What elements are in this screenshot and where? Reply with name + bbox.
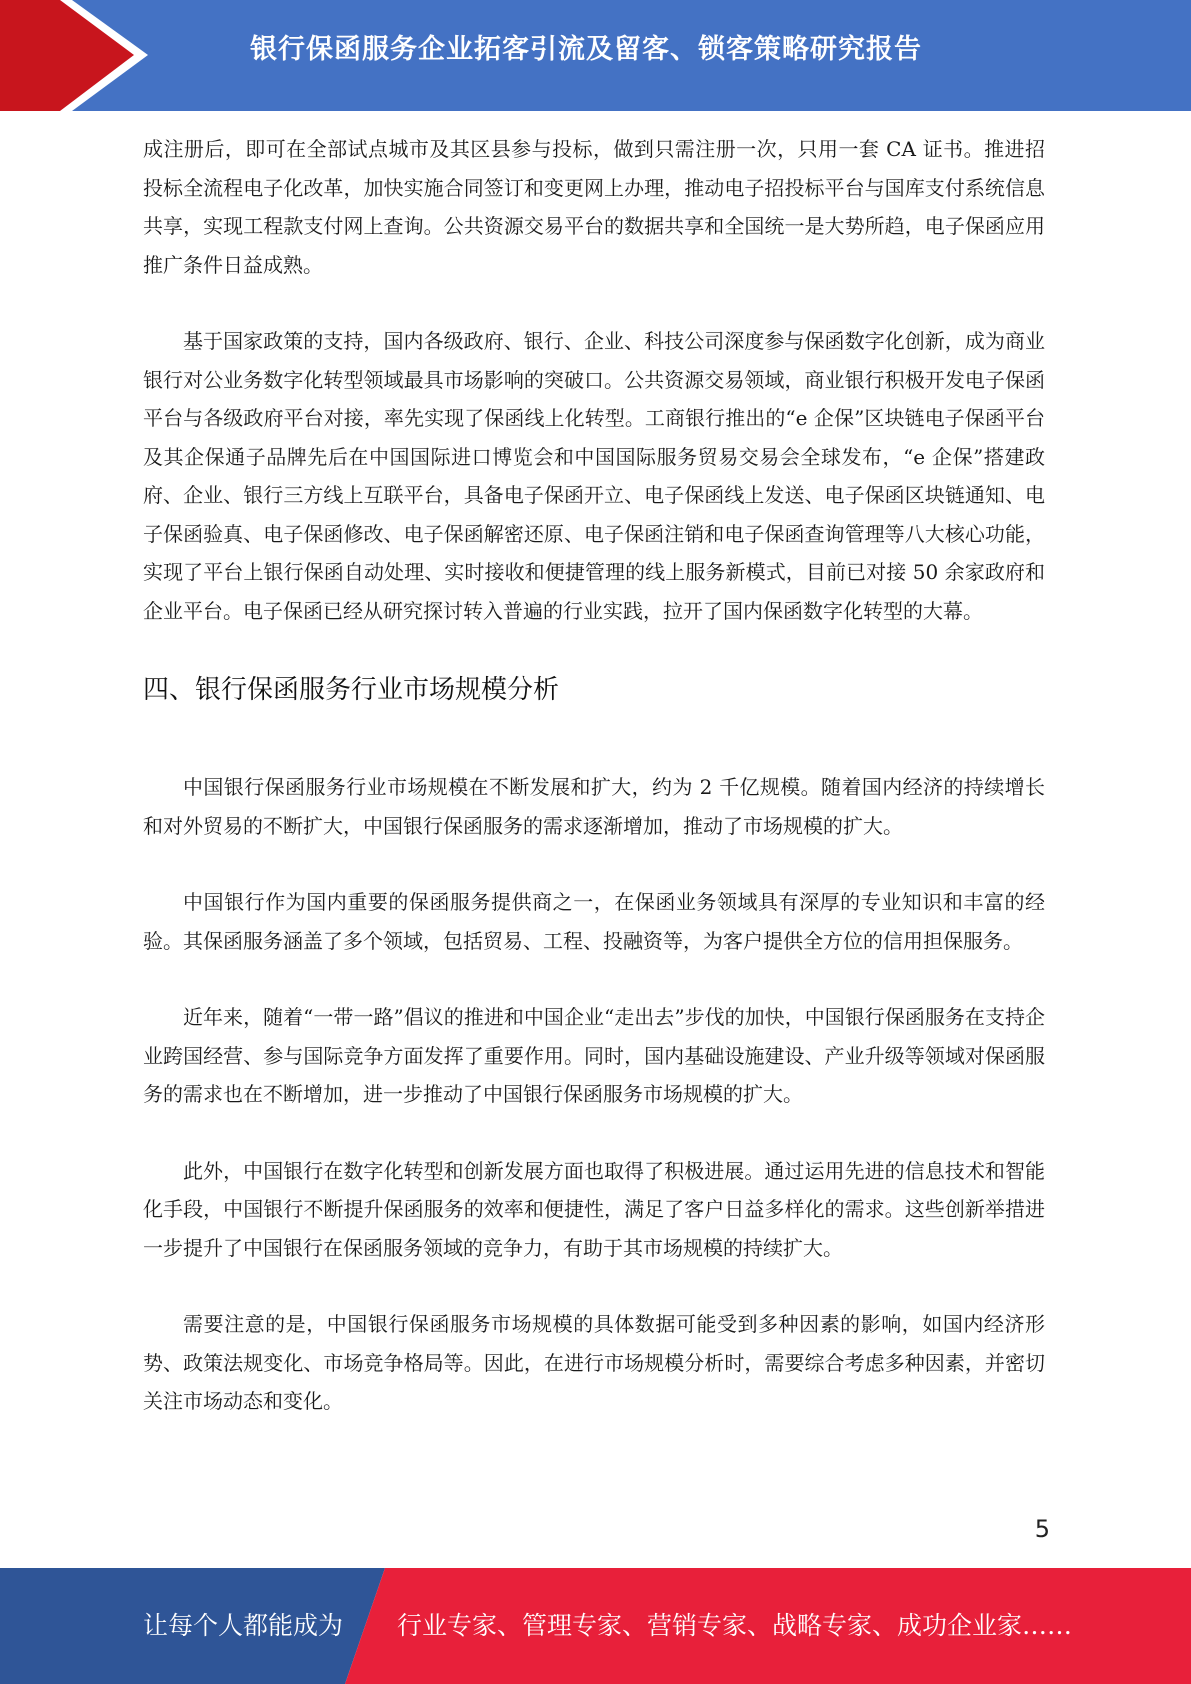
section-heading: 四、银行保函服务行业市场规模分析 [143, 675, 560, 705]
footer-slogan-right: 行业专家、管理专家、营销专家、战略专家、成功企业家…… [397, 1611, 1073, 1640]
page-header [0, 0, 1191, 111]
paragraph: 需要注意的是，中国银行保函服务市场规模的具体数据可能受到多种因素的影响，如国内经济形势、政策法规变化、市场竞争格局等。因此，在进行市场规模分析时，需要综合考虑多种因素，并密切关注市场动态和变化。 [143, 1312, 1045, 1413]
paragraph: 此外，中国银行在数字化转型和创新发展方面也取得了积极进展。通过运用先进的信息技术和智能化手段，中国银行不断提升保函服务的效率和便捷性，满足了客户日益多样化的需求。这些创新举措进一步提升了中国银行在保函服务领域的竞争力，有助于其市场规模的持续扩大。 [143, 1158, 1045, 1260]
header-title: 银行保函服务企业拓客引流及留客、锁客策略研究报告 [250, 34, 922, 65]
footer-slogan-left: 让每个人都能成为 [143, 1611, 344, 1640]
page-footer [0, 1568, 1191, 1684]
document-body [143, 130, 1045, 1421]
paragraph: 基于国家政策的支持，国内各级政府、银行、企业、科技公司深度参与保函数字化创新，成为商业银行对公业务数字化转型领域最具市场影响的突破口。公共资源交易领域，商业银行积极开发电子保函平台与各级政府平台对接，率先实现了保函线上化转型。工商银行推出的“e 企保”区块链电子保函平台及其企保通子品牌先后在中国国际进口博览会和中国国际服务贸易交易会全球发布，“e 企保”搭建政府、企业、银行三方线上互联平台，具备电子保函开立、电子保函线上发送、电子保函区块链通知、电子保函验真、电子保函修改、电子保函解密还原、电子保函注销和电子保函查询管理等八大核心功能，实现了平台上银行保函自动处理、实时接收和便捷管理的线上服务新模式，目前已对接 50 余家政府和企业平台。电子保函已经从研究探讨转入普遍的行业实践，拉开了国内保函数字化转型的大幕。 [143, 329, 1045, 623]
paragraph: 近年来，随着“一带一路”倡议的推进和中国企业“走出去”步伐的加快，中国银行保函服务在支持企业跨国经营、参与国际竞争方面发挥了重要作用。同时，国内基础设施建设、产业升级等领域对保函服务的需求也在不断增加，进一步推动了中国银行保函服务市场规模的扩大。 [143, 1005, 1045, 1106]
paragraph: 中国银行保函服务行业市场规模在不断发展和扩大，约为 2 千亿规模。随着国内经济的持续增长和对外贸易的不断扩大，中国银行保函服务的需求逐渐增加，推动了市场规模的扩大。 [143, 775, 1045, 838]
paragraph: 中国银行作为国内重要的保函服务提供商之一，在保函业务领域具有深厚的专业知识和丰富的经验。其保函服务涵盖了多个领域，包括贸易、工程、投融资等，为客户提供全方位的信用担保服务。 [143, 890, 1045, 953]
paragraph: 成注册后，即可在全部试点城市及其区县参与投标，做到只需注册一次，只用一套 CA 证书。推进招投标全流程电子化改革，加快实施合同签订和变更网上办理，推动电子招投标平台与国库支付系统信息共享，实现工程款支付网上查询。公共资源交易平台的数据共享和全国统一是大势所趋，电子保函应用推广条件日益成熟。 [143, 137, 1045, 277]
page-number: 5 [1034, 1515, 1050, 1543]
